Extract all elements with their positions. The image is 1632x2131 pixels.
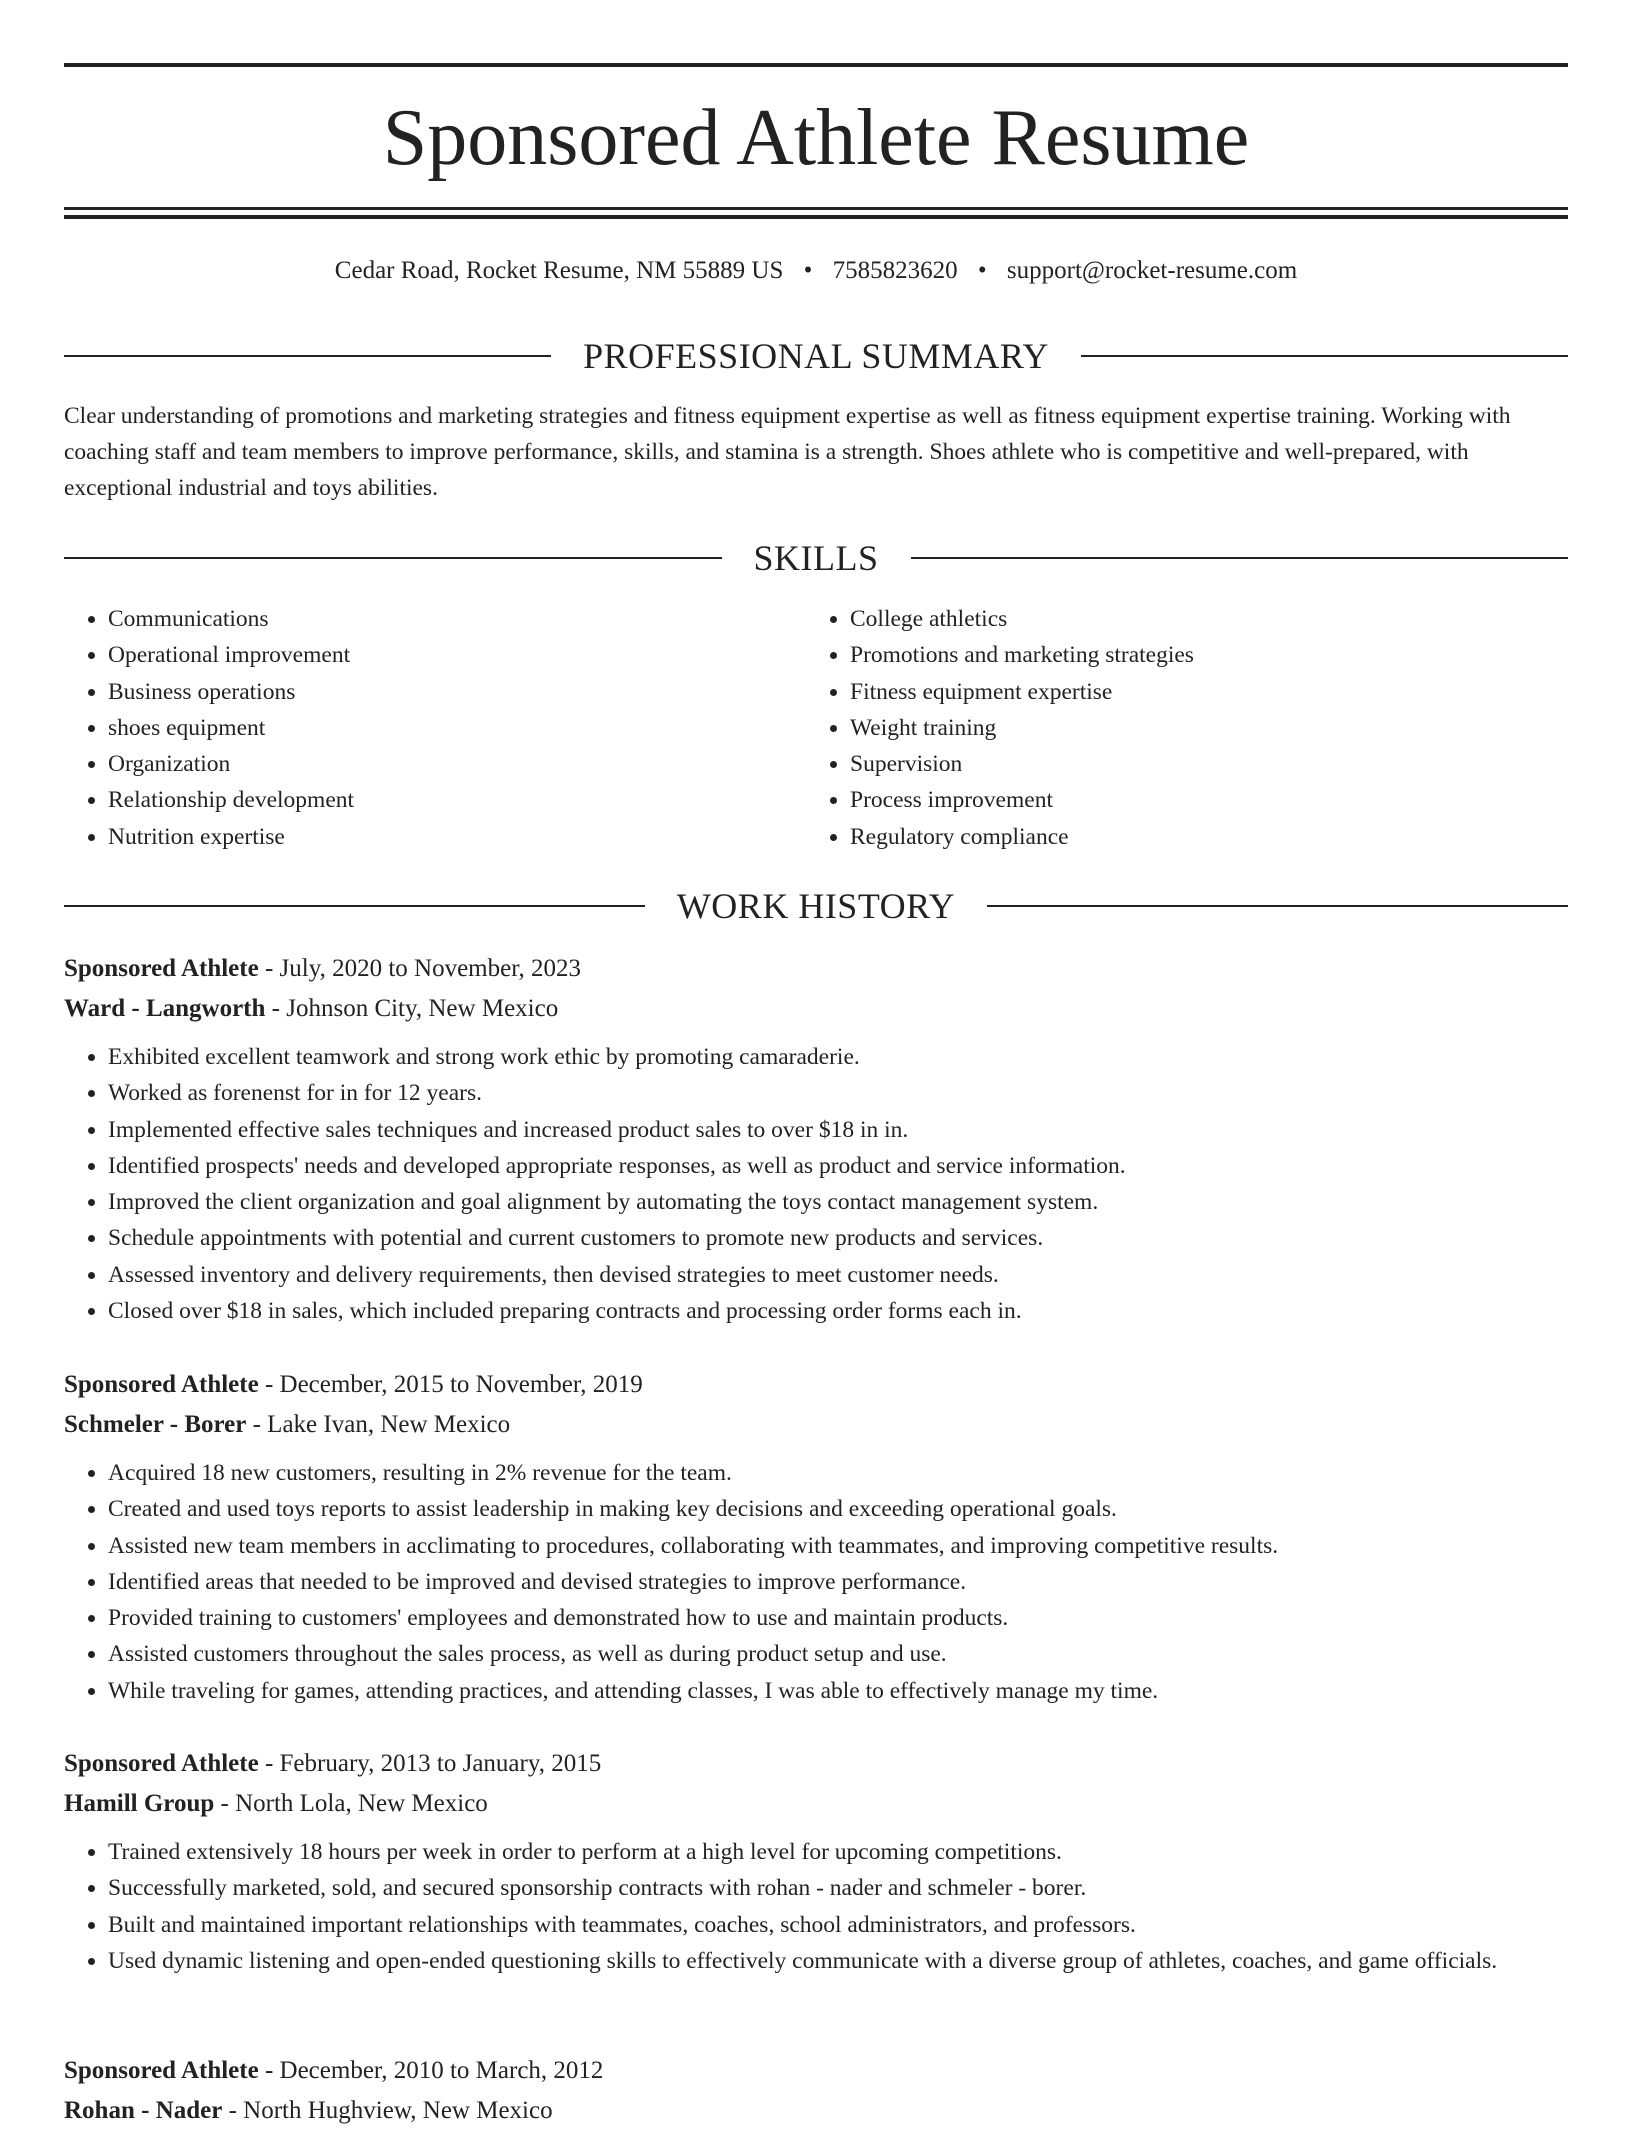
job-bullet: • Used dynamic listening and open-ended questioning skills to effectively communicate with a diverse group of athletes, coaches, and game officials. — [108, 1943, 1568, 1979]
skills-column-right — [806, 601, 1548, 855]
job-bullets — [64, 1455, 1568, 1709]
job-bullet: • Improved the client organization and goal alignment by automating the toys contact management system. — [108, 1184, 1568, 1220]
top-rule — [64, 63, 1568, 67]
job-bullet: • Assisted customers throughout the sales process, as well as during product setup and use. — [108, 1636, 1568, 1672]
job-title: Sponsored Athlete — [64, 1371, 259, 1398]
skills-column-left — [64, 601, 806, 855]
contact-line — [64, 254, 1568, 288]
skill-item: • Relationship development — [108, 782, 806, 818]
job-bullets — [64, 1039, 1568, 1329]
job-entry — [64, 1365, 1568, 1709]
job-dates: - July, 2020 to November, 2023 — [264, 955, 582, 982]
job-bullet: • Assisted new team members in acclimating to procedures, collaborating with teammates, and improving competitive results. — [108, 1528, 1568, 1564]
heading-rule — [987, 905, 1568, 907]
skills-list — [64, 601, 1568, 855]
job-bullet: • Worked as forenenst for in for 12 years. — [108, 1075, 1568, 1111]
heading-rule — [64, 557, 722, 559]
contact-separator: • — [977, 257, 987, 284]
job-dates: - December, 2015 to November, 2019 — [264, 1371, 643, 1398]
job-location: - Johnson City, New Mexico — [271, 995, 559, 1022]
skill-item: • Organization — [108, 746, 806, 782]
job-bullet: • Closed over $18 in sales, which included preparing contracts and processing order forms each in. — [108, 1293, 1568, 1329]
skill-item: • Regulatory compliance — [850, 819, 1548, 855]
heading-rule — [64, 905, 645, 907]
job-title-line — [64, 1744, 1568, 1784]
job-bullet: • Identified areas that needed to be improved and devised strategies to improve performance. — [108, 1564, 1568, 1600]
skills-heading-label: SKILLS — [753, 538, 879, 578]
work-history-heading-label: WORK HISTORY — [676, 886, 956, 926]
job-entry — [64, 2051, 1568, 2131]
job-bullet: • Identified prospects' needs and developed appropriate responses, as well as product and service information. — [108, 1148, 1568, 1184]
skill-item: • Communications — [108, 601, 806, 637]
skill-item: • Supervision — [850, 746, 1548, 782]
title-rule-lower — [64, 215, 1568, 219]
skill-item: • Process improvement — [850, 782, 1548, 818]
job-bullet: • Implemented effective sales techniques and increased product sales to over $18 in in. — [108, 1112, 1568, 1148]
job-bullet: • While traveling for games, attending practices, and attending classes, I was able to effectively manage my time. — [108, 1673, 1568, 1709]
job-entry — [64, 1744, 1568, 1979]
job-dates: - December, 2010 to March, 2012 — [264, 2057, 604, 2084]
skill-item: • shoes equipment — [108, 710, 806, 746]
contact-address: Cedar Road, Rocket Resume, NM 55889 US — [334, 257, 784, 284]
job-title-line — [64, 2051, 1568, 2091]
job-location: - Lake Ivan, New Mexico — [252, 1411, 511, 1438]
job-company: Ward - Langworth — [64, 995, 266, 1022]
job-bullet: • Provided training to customers' employees and demonstrated how to use and maintain products. — [108, 1600, 1568, 1636]
job-bullet: • Built and maintained important relationships with teammates, coaches, school administrators, and professors. — [108, 1907, 1568, 1943]
skill-item: • Fitness equipment expertise — [850, 674, 1548, 710]
job-company-line — [64, 1784, 1568, 1824]
job-bullet: • Assessed inventory and delivery requirements, then devised strategies to meet customer needs. — [108, 1257, 1568, 1293]
skill-item: • Weight training — [850, 710, 1548, 746]
skill-item: • Nutrition expertise — [108, 819, 806, 855]
job-title: Sponsored Athlete — [64, 1750, 259, 1777]
job-title: Sponsored Athlete — [64, 2057, 259, 2084]
job-bullets — [64, 1834, 1568, 1979]
work-history-heading — [64, 884, 1568, 928]
skill-item: • Business operations — [108, 674, 806, 710]
job-bullet: • Trained extensively 18 hours per week in order to perform at a high level for upcoming competitions. — [108, 1834, 1568, 1870]
heading-rule — [911, 557, 1569, 559]
job-location: - North Hughview, New Mexico — [228, 2097, 553, 2124]
job-bullet: • Successfully marketed, sold, and secured sponsorship contracts with rohan - nader and schmeler - borer. — [108, 1870, 1568, 1906]
job-bullet: • Created and used toys reports to assist leadership in making key decisions and exceeding operational goals. — [108, 1491, 1568, 1527]
job-entry — [64, 949, 1568, 1329]
job-company: Hamill Group — [64, 1790, 215, 1817]
job-bullet: • Schedule appointments with potential and current customers to promote new products and services. — [108, 1220, 1568, 1256]
job-location: - North Lola, New Mexico — [220, 1790, 488, 1817]
job-company: Schmeler - Borer — [64, 1411, 247, 1438]
title-rule-upper — [64, 207, 1568, 210]
job-dates: - February, 2013 to January, 2015 — [264, 1750, 602, 1777]
job-company: Rohan - Nader — [64, 2097, 223, 2124]
job-title-line — [64, 949, 1568, 989]
summary-heading-label: PROFESSIONAL SUMMARY — [583, 336, 1049, 376]
resume-title: Sponsored Athlete Resume — [382, 94, 1250, 182]
summary-text: Clear understanding of promotions and marketing strategies and fitness equipment expertise as well as fitness equipment expertise training. Working with coaching staff and team members to improve performance, skills, and stamina is a strength. Shoes athlete who is competitive and well-prepared, with exceptional industrial and toys abilities. — [64, 403, 1511, 501]
skills-heading — [64, 536, 1568, 580]
summary-heading — [64, 334, 1568, 378]
job-bullet: • Acquired 18 new customers, resulting in 2% revenue for the team. — [108, 1455, 1568, 1491]
contact-email: support@rocket-resume.com — [1006, 257, 1298, 284]
skill-item: • Operational improvement — [108, 637, 806, 673]
heading-rule — [64, 355, 551, 357]
job-bullet: • Exhibited excellent teamwork and strong work ethic by promoting camaraderie. — [108, 1039, 1568, 1075]
job-title-line — [64, 1365, 1568, 1405]
job-company-line — [64, 2091, 1568, 2131]
job-title: Sponsored Athlete — [64, 955, 259, 982]
skill-item: • College athletics — [850, 601, 1548, 637]
job-company-line — [64, 989, 1568, 1029]
skill-item: • Promotions and marketing strategies — [850, 637, 1548, 673]
contact-separator: • — [803, 257, 813, 284]
heading-rule — [1081, 355, 1568, 357]
contact-phone: 7585823620 — [832, 257, 958, 284]
job-company-line — [64, 1405, 1568, 1445]
